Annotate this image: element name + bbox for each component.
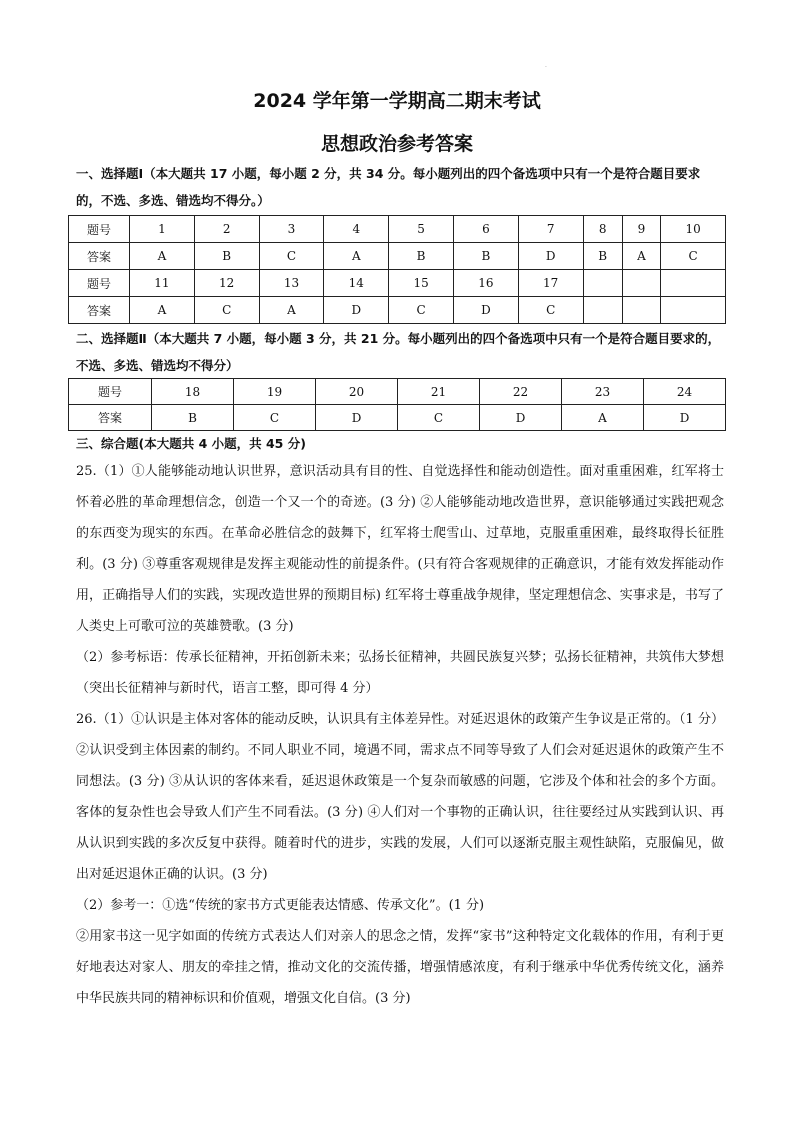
table-row xyxy=(69,297,726,324)
table-cell: B xyxy=(583,243,622,270)
table-cell: D xyxy=(644,405,726,431)
table-cell: A xyxy=(324,243,389,270)
table-cell: B xyxy=(194,243,259,270)
table-cell: 7 xyxy=(518,216,583,243)
table-cell: 2 xyxy=(194,216,259,243)
answer-26-2a: （2）参考一：①选“传统的家书方式更能表达情感、传承文化”。(1 分) xyxy=(76,898,485,913)
table-cell: A xyxy=(622,243,660,270)
row-label: 答案 xyxy=(69,243,130,270)
table-cell: A xyxy=(130,243,195,270)
table-cell: 4 xyxy=(324,216,389,243)
table-cell: 24 xyxy=(644,379,726,405)
table-cell: C xyxy=(661,243,726,270)
section3-answers xyxy=(76,456,724,1014)
table-cell: 15 xyxy=(389,270,454,297)
table-row xyxy=(69,216,726,243)
table-cell: 16 xyxy=(453,270,518,297)
table-cell: 14 xyxy=(324,270,389,297)
table-cell: 22 xyxy=(480,379,562,405)
answer-25-1: 25.（1）①人能够能动地认识世界，意识活动具有目的性、自觉选择性和能动创造性。面对重重困难，红军将士怀着必胜的革命理想信念，创造一个又一个的奇迹。(3 分) ②人能够能动地改造世界，意识能够通过实践把观念的东西变为现实的东西。在革命必胜信念的鼓舞下，红军将士爬雪山、过草地，克服重重困难，最终取得长征胜利。(3 分) ③尊重客观规律是发挥主观能动性的前提条件。(只有符合客观规律的正确意识，才能有效发挥能动作用，正确指导人们的实践，实现改造世界的预期目标) 红军将士尊重战争规律，坚定理想信念、实事求是，书写了人类史上可歌可泣的英雄赞歌。(3 分) xyxy=(76,464,724,634)
table-cell: 8 xyxy=(583,216,622,243)
table-cell: 12 xyxy=(194,270,259,297)
row-label: 题号 xyxy=(69,216,130,243)
table-cell: 1 xyxy=(130,216,195,243)
table-row xyxy=(69,405,726,431)
section2-heading: 二、选择题Ⅱ（本大题共 7 小题，每小题 3 分，共 21 分。每小题列出的四个备选项中只有一个是符合题目要求的，不选、多选、错选均不得分） xyxy=(76,331,721,373)
table-cell: 9 xyxy=(622,216,660,243)
answer-26-1: 26.（1）①认识是主体对客体的能动反映，认识具有主体差异性。对延迟退休的政策产生争议是正常的。（1 分）②认识受到主体因素的制约。不同人职业不同，境遇不同，需求点不同等导致了人们会对延迟退休的政策产生不同想法。(3 分) ③从认识的客体来看，延迟退休政策是一个复杂而敏感的问题，它涉及个体和社会的多个方面。客体的复杂性也会导致人们产生不同看法。(3 分) ④人们对一个事物的正确认识，往往要经过从实践到认识、再从认识到实践的多次反复中获得。随着时代的进步，实践的发展，人们可以逐渐克服主观性缺陷，克服偏见，做出对延迟退休正确的认识。(3 分) xyxy=(76,712,724,882)
table-cell xyxy=(661,297,726,324)
table-cell: D xyxy=(518,243,583,270)
table-cell: 19 xyxy=(234,379,316,405)
table-cell: D xyxy=(316,405,398,431)
section2-answer-table xyxy=(68,378,726,431)
table-cell: C xyxy=(194,297,259,324)
table-cell: 10 xyxy=(661,216,726,243)
row-label: 答案 xyxy=(69,405,152,431)
table-cell: C xyxy=(518,297,583,324)
table-cell: 3 xyxy=(259,216,324,243)
table-cell: 13 xyxy=(259,270,324,297)
table-cell: C xyxy=(398,405,480,431)
table-cell: D xyxy=(324,297,389,324)
table-cell: A xyxy=(562,405,644,431)
page-dot-mark: · xyxy=(545,64,547,71)
table-cell: 11 xyxy=(130,270,195,297)
table-cell: 5 xyxy=(389,216,454,243)
row-label: 题号 xyxy=(69,270,130,297)
section3-heading: 三、综合题(本大题共 4 小题，共 45 分) xyxy=(76,436,306,451)
table-cell: C xyxy=(234,405,316,431)
table-cell: A xyxy=(130,297,195,324)
table-cell: 17 xyxy=(518,270,583,297)
table-cell: 23 xyxy=(562,379,644,405)
table-cell: 18 xyxy=(152,379,234,405)
table-cell: D xyxy=(453,297,518,324)
table-cell xyxy=(622,270,660,297)
table-cell xyxy=(661,270,726,297)
table-cell: B xyxy=(453,243,518,270)
table-row xyxy=(69,379,726,405)
table-cell: B xyxy=(389,243,454,270)
table-cell: C xyxy=(259,243,324,270)
table-cell: 21 xyxy=(398,379,480,405)
table-cell: C xyxy=(389,297,454,324)
section1-answer-table xyxy=(68,215,726,324)
row-label: 答案 xyxy=(69,297,130,324)
table-cell: 20 xyxy=(316,379,398,405)
table-cell: B xyxy=(152,405,234,431)
table-cell xyxy=(583,270,622,297)
table-cell: A xyxy=(259,297,324,324)
row-label: 题号 xyxy=(69,379,152,405)
table-cell: 6 xyxy=(453,216,518,243)
answer-25-2: （2）参考标语：传承长征精神，开拓创新未来；弘扬长征精神，共圆民族复兴梦；弘扬长征精神，共筑伟大梦想（突出长征精神与新时代，语言工整，即可得 4 分） xyxy=(76,650,724,696)
table-cell: D xyxy=(480,405,562,431)
exam-subtitle: 思想政治参考答案 xyxy=(320,133,473,155)
table-cell xyxy=(583,297,622,324)
exam-title: 2024 学年第一学期高二期末考试 xyxy=(253,90,541,112)
table-row xyxy=(69,243,726,270)
table-row xyxy=(69,270,726,297)
table-cell xyxy=(622,297,660,324)
section1-heading: 一、选择题Ⅰ（本大题共 17 小题，每小题 2 分，共 34 分。每小题列出的四个备选项中只有一个是符合题目要求的，不选、多选、错选均不得分。） xyxy=(76,166,701,208)
answer-26-2b: ②用家书这一见字如面的传统方式表达人们对亲人的思念之情，发挥“家书”这种特定文化载体的作用，有利于更好地表达对家人、朋友的牵挂之情，推动文化的交流传播，增强情感浓度，有利于继承中华优秀传统文化，涵养中华民族共同的精神标识和价值观，增强文化自信。(3 分) xyxy=(76,929,724,1006)
